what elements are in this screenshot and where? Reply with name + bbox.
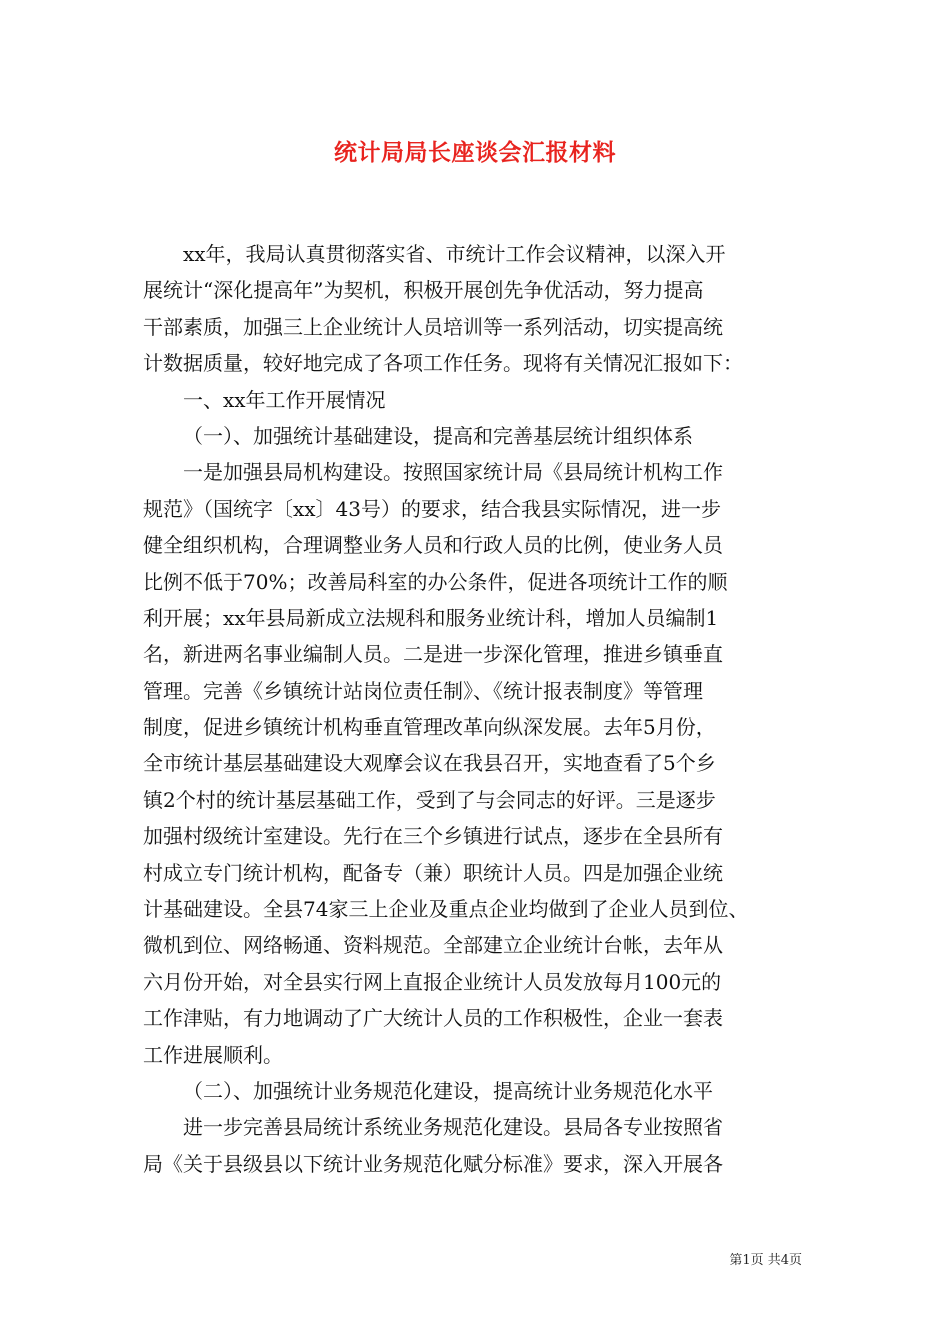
text-line: 村成立专门统计机构，配备专（兼）职统计人员。四是加强企业统 xyxy=(143,860,723,885)
text-line: 展统计“深化提高年”为契机，积极开展创先争优活动，努力提高 xyxy=(143,278,704,303)
text-line: 一、xx年工作开展情况 xyxy=(183,387,386,412)
text-line: 进一步完善县局统计系统业务规范化建设。县局各专业按照省 xyxy=(183,1115,723,1140)
text-line: （一）、加强统计基础建设，提高和完善基层统计组织体系 xyxy=(183,423,693,448)
text-line: 镇2个村的统计基层基础工作，受到了与会同志的好评。三是逐步 xyxy=(143,787,716,812)
text-line: 全市统计基层基础建设大观摩会议在我县召开，实地查看了5个乡 xyxy=(143,751,716,776)
text-line: 利开展；xx年县局新成立法规科和服务业统计科，增加人员编制1 xyxy=(143,605,719,630)
text-line: （二）、加强统计业务规范化建设，提高统计业务规范化水平 xyxy=(183,1078,713,1103)
text-line: 管理。完善《乡镇统计站岗位责任制》、《统计报表制度》等管理 xyxy=(143,678,703,703)
text-line: 比例不低于70%；改善局科室的办公条件，促进各项统计工作的顺 xyxy=(143,569,728,594)
document-title: 统计局局长座谈会汇报材料 xyxy=(334,139,616,166)
text-line: 工作进展顺利。 xyxy=(143,1042,283,1067)
text-line: 计数据质量，较好地完成了各项工作任务。现将有关情况汇报如下： xyxy=(143,351,743,376)
text-line: 六月份开始，对全县实行网上直报企业统计人员发放每月100元的 xyxy=(143,969,722,994)
document-body xyxy=(143,236,807,1182)
text-line: 制度，促进乡镇统计机构垂直管理改革向纵深发展。去年5月份， xyxy=(143,715,716,740)
page-footer: 第1页 共4页 xyxy=(729,1253,802,1268)
text-line: 健全组织机构，合理调整业务人员和行政人员的比例，使业务人员 xyxy=(143,533,723,558)
text-line: 名，新进两名事业编制人员。二是进一步深化管理，推进乡镇垂直 xyxy=(143,642,723,667)
text-line: 规范》（国统字〔xx〕43号）的要求，结合我县实际情况，进一步 xyxy=(143,496,722,521)
text-line: 一是加强县局机构建设。按照国家统计局《县局统计机构工作 xyxy=(183,460,723,485)
text-line: 局《关于县级县以下统计业务规范化赋分标准》要求，深入开展各 xyxy=(143,1151,723,1176)
text-line: 加强村级统计室建设。先行在三个乡镇进行试点，逐步在全县所有 xyxy=(143,824,723,849)
text-line: 计基础建设。全县74家三上企业及重点企业均做到了企业人员到位、 xyxy=(143,897,749,922)
text-line: 干部素质，加强三上企业统计人员培训等一系列活动，切实提高统 xyxy=(143,314,723,339)
text-line: 微机到位、网络畅通、资料规范。全部建立企业统计台帐，去年从 xyxy=(143,933,723,958)
text-line: xx年，我局认真贯彻落实省、市统计工作会议精神，以深入开 xyxy=(183,242,726,266)
text-line: 工作津贴，有力地调动了广大统计人员的工作积极性，企业一套表 xyxy=(143,1006,723,1031)
